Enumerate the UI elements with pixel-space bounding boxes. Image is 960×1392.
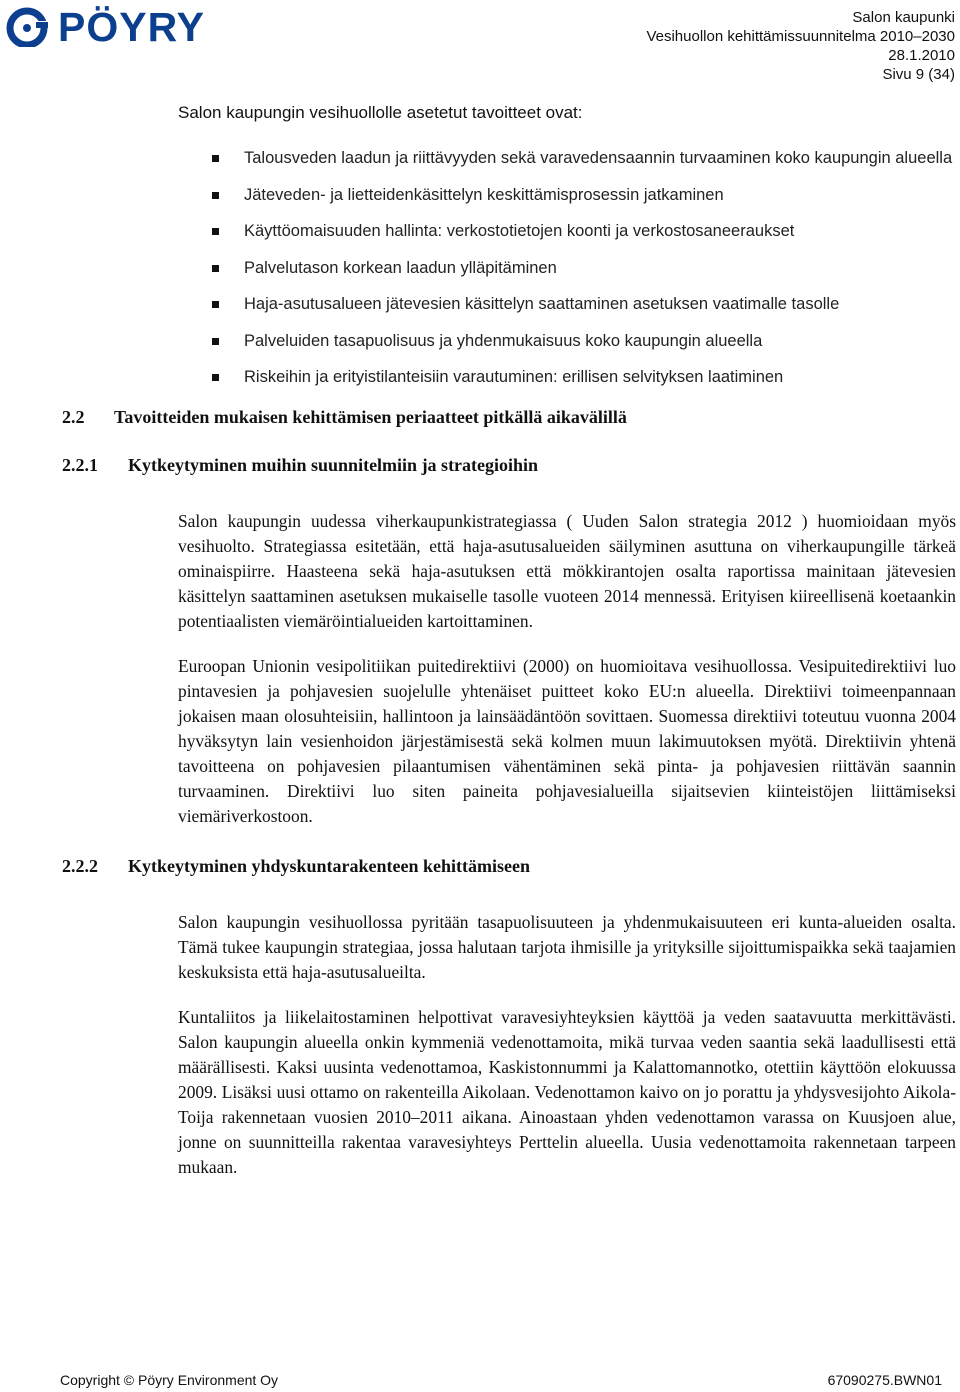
section-heading-2-2 [62, 406, 956, 428]
paragraph: Salon kaupungin vesihuollossa pyritään tasapuolisuuteen ja yhdenmukaisuuteen eri kunta-alueiden osalta. Tämä tukee kaupungin strategiaa, jossa halutaan tarjota ihmisille ja yrityksille sijoittumispaikka sekä taajamien keskuksista että haja-asutusalueilta. [178, 912, 956, 982]
section-heading-2-2-2 [62, 855, 956, 877]
square-bullet-icon [212, 374, 219, 381]
paragraph: Euroopan Unionin vesipolitiikan puitedirektiivi (2000) on huomioitava vesihuollossa. Vesipuitedirektiivi luo pintavesien ja pohjavesien suojelulle yhtenäiset puitteet koko EU:n alueella. Direktiivi toimeenpannaan jokaisen maan olosuhteisiin, hallintoon ja lainsäädäntöön sovittaen. Suomessa direktiivi toteutuu vuonna 2004 hyväksytyn lain vesienhoidon järjestämisestä sekä kolmen muun lakimuutoksen myötä. Direktiivin yhtenä tavoitteena on pohjavesien pilaantumisen vähentäminen sekä pinta- ja pohjavesien riittävän saannin turvaaminen. Direktiivi luo siten paineita pohjavesialueilla sijaitsevien kiinteistöjen liittämiseksi viemäriverkostoon. [178, 656, 956, 826]
document-date: 28.1.2010 [888, 47, 955, 64]
list-item: Palveluiden tasapuolisuus ja yhdenmukaisuus koko kaupungin alueella [178, 329, 956, 353]
list-item: Jäteveden- ja lietteidenkäsittelyn keskittämisprosessin jatkaminen [178, 183, 956, 207]
list-item: Haja-asutusalueen jätevesien käsittelyn saattaminen asetuksen vaatimalle tasolle [178, 292, 956, 316]
copyright-notice: Copyright © Pöyry Environment Oy [60, 1372, 279, 1388]
page-content [62, 102, 956, 1180]
page-footer [60, 1371, 942, 1389]
section-number: 2.2.1 [62, 455, 98, 475]
section-heading-2-2-1 [62, 454, 956, 476]
paragraph: Kuntaliitos ja liikelaitostaminen helpottivat varavesiyhteyksien käyttöä ja veden saatavuutta merkittävästi. Salon kaupungin alueella onkin kymmeniä vedenottamoita, mikä turvaa veden saantia sekä laadullisesti että määrällisesti. Kaksi uusinta vedenottamoa, Kaskistonnummi ja Kalattomannotko, otettiin käyttöön elokuussa 2009. Lisäksi uusi ottamo on rakenteilla Aikolaan. Vedenottamon kaivo on jo porattu ja yhdysvesijohto Aikola-Toija rakennetaan vuosien 2010–2011 aikana. Ainoastaan yhden vedenottamon varassa on Kuusjoen alue, jonne on suunnitteilla rakentaa varavesiyhteys Perttelin alueella. Uusia vedenottamoita rakennetaan tarpeen mukaan. [178, 1007, 956, 1177]
client-name: Salon kaupunki [852, 9, 955, 26]
list-item: Palvelutason korkean laadun ylläpitäminen [178, 256, 956, 280]
document-code: 67090275.BWN01 [827, 1372, 942, 1388]
square-bullet-icon [212, 155, 219, 162]
document-title: Vesihuollon kehittämissuunnitelma 2010–2030 [646, 28, 955, 45]
poyry-logo-icon [6, 7, 52, 47]
square-bullet-icon [212, 301, 219, 308]
paragraph: Salon kaupungin uudessa viherkaupunkistrategiassa ( Uuden Salon strategia 2012 ) huomioidaan myös vesihuolto. Strategiassa esitetään, että haja-asutusalueiden säilyminen asuttuna on viherkaupungille tärkeä ominaispiirre. Haasteena sekä haja-asutuksen että mökkirantojen osalta raportissa mainitaan jätevesien käsittelyn saattaminen asetuksen mukaiselle tasolle vuoteen 2014 mennessä. Erityisen kiireellisenä koetaankin potentiaalisten viemäröintialueiden kartoittaminen. [178, 511, 956, 631]
page-number: Sivu 9 (34) [882, 66, 955, 83]
logo-wordmark: PÖYRY [58, 4, 206, 50]
list-item: Riskeihin ja erityistilanteisiin varautuminen: erillisen selvityksen laatiminen [178, 365, 956, 389]
square-bullet-icon [212, 228, 219, 235]
goals-intro: Salon kaupungin vesihuollolle asetetut tavoitteet ovat: [178, 103, 583, 122]
square-bullet-icon [212, 265, 219, 272]
square-bullet-icon [212, 192, 219, 199]
section-title: Kytkeytyminen muihin suunnitelmiin ja strategioihin [128, 455, 539, 475]
section-title: Tavoitteiden mukaisen kehittämisen periaatteet pitkällä aikavälillä [114, 407, 627, 427]
section-title: Kytkeytyminen yhdyskuntarakenteen kehittämiseen [128, 856, 531, 876]
list-item: Talousveden laadun ja riittävyyden sekä varavedensaannin turvaaminen koko kaupungin alueella [178, 146, 956, 170]
section-number: 2.2.2 [62, 856, 98, 876]
square-bullet-icon [212, 338, 219, 345]
section-number: 2.2 [62, 407, 85, 427]
poyry-logo [6, 4, 246, 50]
list-item: Käyttöomaisuuden hallinta: verkostotietojen koonti ja verkostosaneeraukset [178, 219, 956, 243]
document-header [646, 8, 955, 84]
goals-list [178, 146, 956, 389]
